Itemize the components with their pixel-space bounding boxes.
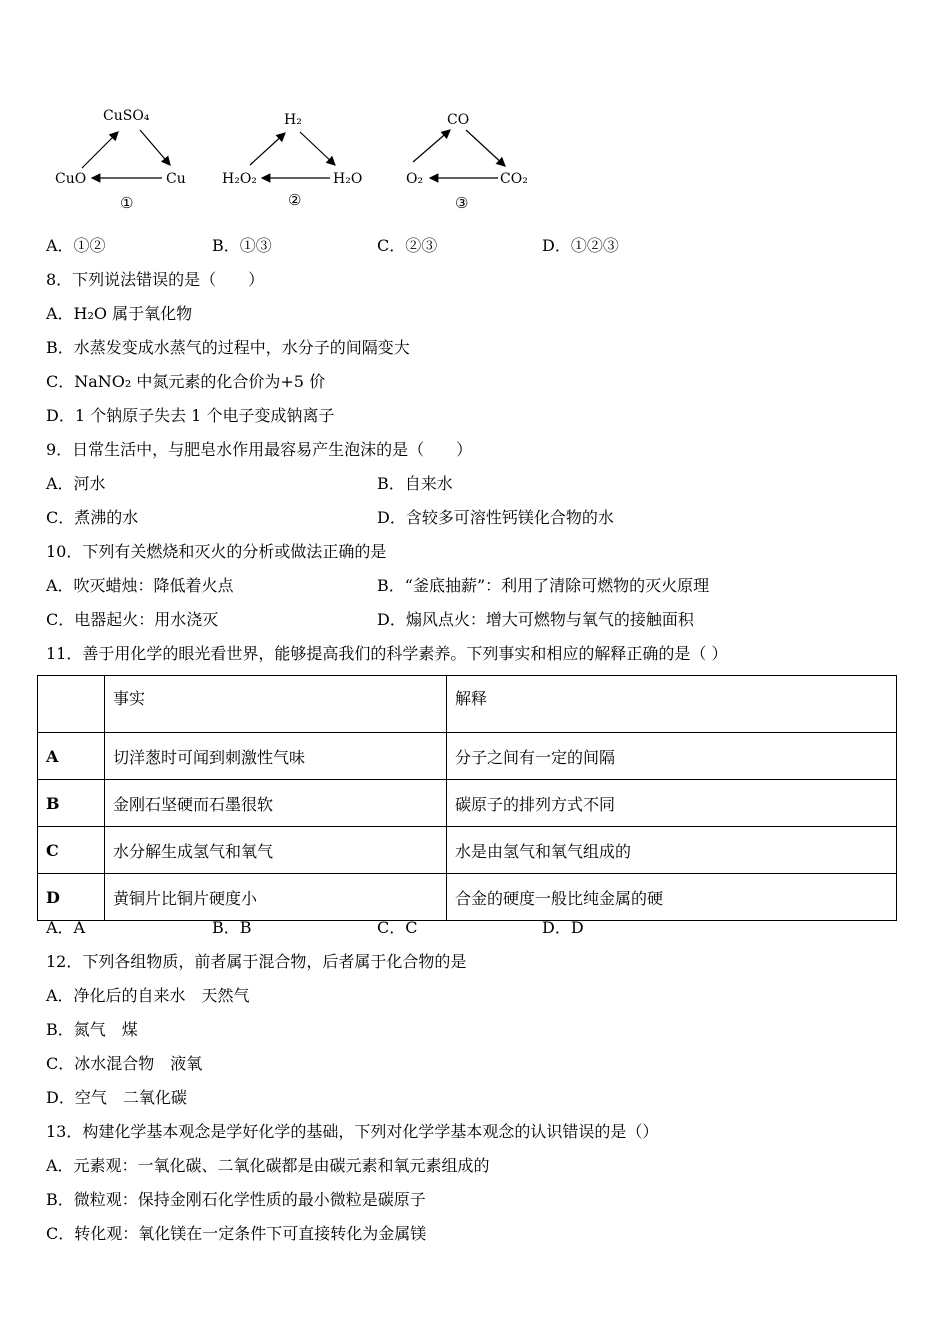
diagram-2-left: H₂O₂ <box>222 171 257 187</box>
table-row <box>38 733 897 780</box>
diagram-1-arrows <box>82 130 170 178</box>
arrow-cuso4-to-cu <box>140 130 170 165</box>
row-explanation: 合金的硬度一般比纯金属的硬 <box>447 874 897 921</box>
row-label: D <box>38 874 105 921</box>
q11-option-c[interactable]: C．C <box>377 918 418 937</box>
q12-stem: 12．下列各组物质，前者属于混合物，后者属于化合物的是 <box>46 952 467 971</box>
diagram-3-top: CO <box>447 112 470 128</box>
q13-stem: 13．构建化学基本观念是学好化学的基础，下列对化学学基本观念的认识错误的是（） <box>46 1122 659 1141</box>
table-row <box>38 874 897 921</box>
q9-option-b[interactable]: B．自来水 <box>377 474 453 493</box>
q10-option-a[interactable]: A．吹灭蜡烛：降低着火点 <box>46 576 234 595</box>
table-row <box>38 827 897 874</box>
diagram-1-top: CuSO₄ <box>103 108 150 124</box>
diagram-2-number: ② <box>288 191 302 209</box>
row-label: C <box>38 827 105 874</box>
diagram-2-arrows <box>250 132 335 178</box>
row-explanation: 碳原子的排列方式不同 <box>447 780 897 827</box>
arrow-h2-to-h2o <box>300 132 335 165</box>
q8-option-a[interactable]: A．H₂O 属于氧化物 <box>46 304 193 323</box>
q12-option-d[interactable]: D．空气 二氧化碳 <box>46 1088 187 1107</box>
q7-option-c[interactable]: C．②③ <box>377 236 438 255</box>
diagram-3-number: ③ <box>455 194 469 212</box>
q13-option-c[interactable]: C．转化观：氧化镁在一定条件下可直接转化为金属镁 <box>46 1224 427 1243</box>
q11-option-b[interactable]: B．B <box>212 918 252 937</box>
q7-option-a[interactable]: A．①② <box>46 236 106 255</box>
q11-facts-table <box>37 675 897 921</box>
q9-option-c[interactable]: C．煮沸的水 <box>46 508 139 527</box>
q12-option-c[interactable]: C．冰水混合物 液氧 <box>46 1054 203 1073</box>
q7-option-b[interactable]: B．①③ <box>212 236 272 255</box>
diagram-2-top: H₂ <box>284 112 302 128</box>
q10-option-c[interactable]: C．电器起火：用水浇灭 <box>46 610 219 629</box>
row-label: A <box>38 733 105 780</box>
q7-option-d[interactable]: D．①②③ <box>542 236 619 255</box>
q10-stem: 10．下列有关燃烧和灭火的分析或做法正确的是 <box>46 542 387 561</box>
q11-option-d[interactable]: D．D <box>542 918 584 937</box>
q11-stem: 11．善于用化学的眼光看世界，能够提高我们的科学素养。下列事实和相应的解释正确的是（ ） <box>46 644 728 663</box>
q8-option-c[interactable]: C．NaNO₂ 中氮元素的化合价为+5 价 <box>46 372 326 391</box>
q11-option-a[interactable]: A．A <box>46 918 86 937</box>
table-header-row <box>38 676 897 733</box>
row-fact: 黄铜片比铜片硬度小 <box>105 874 447 921</box>
diagram-1-right: Cu <box>166 171 186 187</box>
header-cell-fact: 事实 <box>105 676 447 733</box>
row-label: B <box>38 780 105 827</box>
q8-option-d[interactable]: D．1 个钠原子失去 1 个电子变成钠离子 <box>46 406 335 425</box>
q8-stem: 8．下列说法错误的是（ ） <box>46 270 265 289</box>
q13-option-b[interactable]: B．微粒观：保持金刚石化学性质的最小微粒是碳原子 <box>46 1190 426 1209</box>
q12-option-a[interactable]: A．净化后的自来水 天然气 <box>46 986 250 1005</box>
row-explanation: 分子之间有一定的间隔 <box>447 733 897 780</box>
q8-option-b[interactable]: B．水蒸发变成水蒸气的过程中，水分子的间隔变大 <box>46 338 410 357</box>
diagram-2-right: H₂O <box>333 171 363 187</box>
diagram-1-left: CuO <box>55 171 87 187</box>
header-cell-explanation: 解释 <box>447 676 897 733</box>
diagram-3-arrows <box>413 130 505 178</box>
q10-option-d[interactable]: D．煽风点火：增大可燃物与氧气的接触面积 <box>377 610 694 629</box>
q13-option-a[interactable]: A．元素观：一氧化碳、二氧化碳都是由碳元素和氧元素组成的 <box>46 1156 490 1175</box>
q9-option-d[interactable]: D．含较多可溶性钙镁化合物的水 <box>377 508 614 527</box>
row-fact: 金刚石坚硬而石墨很软 <box>105 780 447 827</box>
q9-stem: 9．日常生活中，与肥皂水作用最容易产生泡沫的是（ ） <box>46 440 473 459</box>
arrow-o2-to-co <box>413 130 450 162</box>
q12-option-b[interactable]: B．氮气 煤 <box>46 1020 138 1039</box>
diagram-3-right: CO₂ <box>500 171 528 187</box>
row-fact: 水分解生成氢气和氧气 <box>105 827 447 874</box>
arrow-cuo-to-cuso4 <box>82 132 118 168</box>
row-fact: 切洋葱时可闻到刺激性气味 <box>105 733 447 780</box>
row-explanation: 水是由氢气和氧气组成的 <box>447 827 897 874</box>
arrow-h2o2-to-h2 <box>250 133 285 165</box>
arrow-co-to-co2 <box>466 130 505 166</box>
table-row <box>38 780 897 827</box>
diagram-1-number: ① <box>120 194 134 212</box>
q9-option-a[interactable]: A．河水 <box>46 474 106 493</box>
q10-option-b[interactable]: B．“釜底抽薪”：利用了清除可燃物的灭火原理 <box>377 576 710 595</box>
header-cell-label <box>38 676 105 733</box>
diagram-3-left: O₂ <box>406 171 424 187</box>
